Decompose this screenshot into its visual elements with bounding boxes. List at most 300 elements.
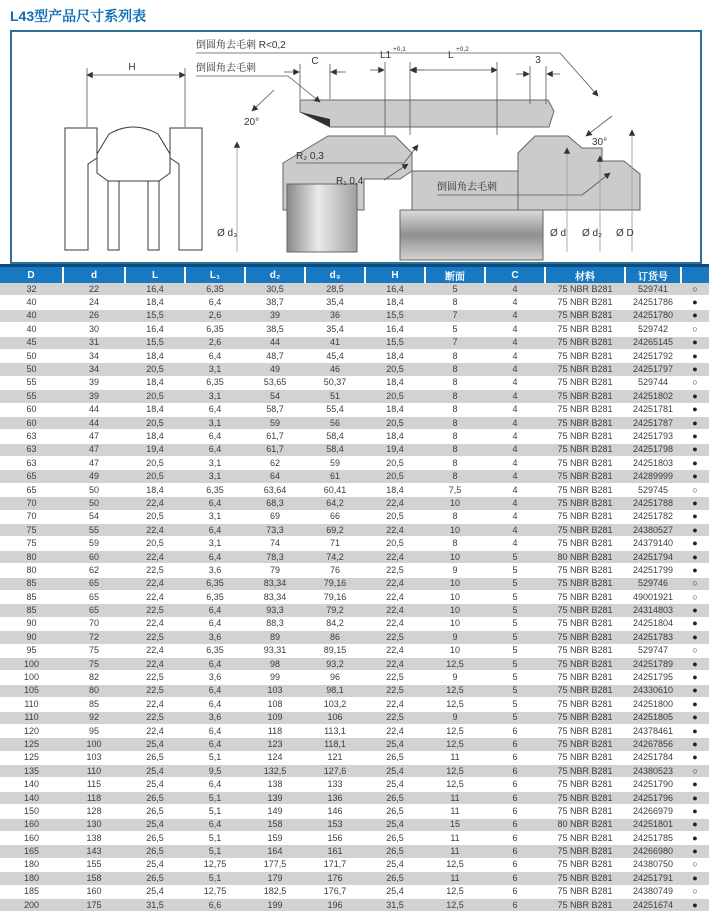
cell-section: 10 bbox=[425, 604, 485, 617]
cell-d3: 50,37 bbox=[305, 376, 365, 389]
cell-L: 22,4 bbox=[125, 497, 185, 510]
cell-H: 22,4 bbox=[365, 604, 425, 617]
header-section: 断面 bbox=[425, 266, 485, 284]
shaft-cylinder bbox=[400, 210, 543, 260]
cell-d2: 53,65 bbox=[245, 376, 305, 389]
cell-material: 75 NBR B281 bbox=[545, 765, 625, 778]
cell-d3: 136 bbox=[305, 791, 365, 804]
cell-C: 5 bbox=[485, 671, 545, 684]
radius-r2-label: R₂ 0,3 bbox=[296, 151, 324, 162]
cell-L1: 2,6 bbox=[185, 309, 245, 322]
cell-H: 20,5 bbox=[365, 416, 425, 429]
cell-material: 75 NBR B281 bbox=[545, 724, 625, 737]
cell-C: 4 bbox=[485, 403, 545, 416]
cell-order-number: 24378461 bbox=[625, 724, 681, 737]
cell-H: 20,5 bbox=[365, 363, 425, 376]
cell-H: 19,4 bbox=[365, 443, 425, 456]
cell-C: 4 bbox=[485, 537, 545, 550]
table-row bbox=[0, 657, 709, 670]
cell-d3: 59 bbox=[305, 457, 365, 470]
cell-C: 6 bbox=[485, 778, 545, 791]
cell-section: 8 bbox=[425, 537, 485, 550]
cell-material: 75 NBR B281 bbox=[545, 564, 625, 577]
table-body bbox=[0, 283, 709, 912]
cell-H: 22,4 bbox=[365, 617, 425, 630]
cell-L1: 6,4 bbox=[185, 684, 245, 697]
cell-d3: 79,16 bbox=[305, 590, 365, 603]
cell-D: 80 bbox=[0, 564, 63, 577]
cell-H: 22,5 bbox=[365, 711, 425, 724]
cell-d2: 83,34 bbox=[245, 590, 305, 603]
cell-material: 75 NBR B281 bbox=[545, 791, 625, 804]
cell-d2: 108 bbox=[245, 698, 305, 711]
cell-L: 26,5 bbox=[125, 845, 185, 858]
cell-C: 4 bbox=[485, 349, 545, 362]
cell-d: 34 bbox=[63, 349, 125, 362]
cell-H: 20,5 bbox=[365, 457, 425, 470]
cell-status: ○ bbox=[681, 483, 709, 496]
cell-H: 25,4 bbox=[365, 885, 425, 898]
cell-L1: 6,4 bbox=[185, 550, 245, 563]
cell-d: 103 bbox=[63, 751, 125, 764]
cell-material: 75 NBR B281 bbox=[545, 698, 625, 711]
cell-order-number: 529742 bbox=[625, 323, 681, 336]
cell-material: 75 NBR B281 bbox=[545, 631, 625, 644]
cell-L1: 6,4 bbox=[185, 430, 245, 443]
cell-d: 70 bbox=[63, 617, 125, 630]
cell-L: 25,4 bbox=[125, 738, 185, 751]
cell-C: 4 bbox=[485, 524, 545, 537]
cell-status: ● bbox=[681, 524, 709, 537]
cell-C: 6 bbox=[485, 751, 545, 764]
cell-d: 82 bbox=[63, 671, 125, 684]
cell-C: 5 bbox=[485, 617, 545, 630]
cell-d2: 63,64 bbox=[245, 483, 305, 496]
cell-section: 8 bbox=[425, 363, 485, 376]
cell-C: 6 bbox=[485, 791, 545, 804]
cell-H: 25,4 bbox=[365, 765, 425, 778]
cell-d2: 124 bbox=[245, 751, 305, 764]
cell-H: 25,4 bbox=[365, 858, 425, 871]
cell-order-number: 24266980 bbox=[625, 845, 681, 858]
cell-C: 5 bbox=[485, 644, 545, 657]
cell-material: 75 NBR B281 bbox=[545, 390, 625, 403]
cell-status: ○ bbox=[681, 765, 709, 778]
cell-material: 80 NBR B281 bbox=[545, 818, 625, 831]
cell-order-number: 24265145 bbox=[625, 336, 681, 349]
cell-d3: 28,5 bbox=[305, 283, 365, 296]
cell-d: 26 bbox=[63, 309, 125, 322]
cell-D: 40 bbox=[0, 309, 63, 322]
cell-d2: 74 bbox=[245, 537, 305, 550]
cell-d2: 89 bbox=[245, 631, 305, 644]
table-row bbox=[0, 349, 709, 362]
cell-material: 75 NBR B281 bbox=[545, 283, 625, 296]
cell-d2: 58,7 bbox=[245, 403, 305, 416]
table-header-row bbox=[0, 266, 709, 284]
cell-C: 4 bbox=[485, 283, 545, 296]
cell-d: 175 bbox=[63, 898, 125, 911]
cell-d3: 127,6 bbox=[305, 765, 365, 778]
cell-order-number: 24380523 bbox=[625, 765, 681, 778]
cell-L1: 5,1 bbox=[185, 872, 245, 885]
cell-C: 4 bbox=[485, 323, 545, 336]
cell-section: 10 bbox=[425, 644, 485, 657]
cell-C: 6 bbox=[485, 805, 545, 818]
cell-order-number: 24251789 bbox=[625, 657, 681, 670]
cell-D: 165 bbox=[0, 845, 63, 858]
cell-d3: 61 bbox=[305, 470, 365, 483]
table-row bbox=[0, 363, 709, 376]
cell-D: 160 bbox=[0, 818, 63, 831]
cell-C: 6 bbox=[485, 724, 545, 737]
seal-cross-section bbox=[65, 127, 202, 250]
cell-H: 26,5 bbox=[365, 791, 425, 804]
cell-section: 8 bbox=[425, 416, 485, 429]
cell-order-number: 24251794 bbox=[625, 550, 681, 563]
cell-D: 95 bbox=[0, 644, 63, 657]
cell-C: 4 bbox=[485, 309, 545, 322]
cell-L: 22,5 bbox=[125, 604, 185, 617]
cell-L1: 6,4 bbox=[185, 657, 245, 670]
cell-status: ○ bbox=[681, 577, 709, 590]
cell-d3: 60,41 bbox=[305, 483, 365, 496]
table-row bbox=[0, 711, 709, 724]
cell-D: 85 bbox=[0, 604, 63, 617]
cell-C: 5 bbox=[485, 631, 545, 644]
cell-L: 26,5 bbox=[125, 791, 185, 804]
cell-D: 45 bbox=[0, 336, 63, 349]
table-row bbox=[0, 430, 709, 443]
cell-material: 75 NBR B281 bbox=[545, 296, 625, 309]
cell-L1: 6,4 bbox=[185, 524, 245, 537]
table-row bbox=[0, 671, 709, 684]
cell-L: 15,5 bbox=[125, 309, 185, 322]
cell-section: 7 bbox=[425, 309, 485, 322]
cell-d2: 109 bbox=[245, 711, 305, 724]
cell-order-number: 24251790 bbox=[625, 778, 681, 791]
cell-C: 4 bbox=[485, 430, 545, 443]
cell-H: 18,4 bbox=[365, 296, 425, 309]
cell-section: 10 bbox=[425, 497, 485, 510]
cell-H: 16,4 bbox=[365, 283, 425, 296]
cell-H: 22,4 bbox=[365, 657, 425, 670]
cell-L1: 6,35 bbox=[185, 283, 245, 296]
cell-d: 31 bbox=[63, 336, 125, 349]
cell-status: ○ bbox=[681, 885, 709, 898]
cell-material: 75 NBR B281 bbox=[545, 309, 625, 322]
cell-L1: 3,1 bbox=[185, 390, 245, 403]
cell-section: 8 bbox=[425, 443, 485, 456]
cell-d3: 118,1 bbox=[305, 738, 365, 751]
cell-D: 120 bbox=[0, 724, 63, 737]
cell-material: 80 NBR B281 bbox=[545, 550, 625, 563]
cell-L1: 3,1 bbox=[185, 457, 245, 470]
cell-status: ○ bbox=[681, 323, 709, 336]
header-d2: d₂ bbox=[245, 266, 305, 284]
cell-D: 200 bbox=[0, 898, 63, 911]
cell-L1: 3,6 bbox=[185, 564, 245, 577]
cell-status: ● bbox=[681, 684, 709, 697]
cell-L1: 5,1 bbox=[185, 805, 245, 818]
cell-D: 63 bbox=[0, 430, 63, 443]
cell-status: ● bbox=[681, 698, 709, 711]
cell-C: 4 bbox=[485, 416, 545, 429]
cell-material: 75 NBR B281 bbox=[545, 470, 625, 483]
cell-status: ● bbox=[681, 631, 709, 644]
table-row bbox=[0, 738, 709, 751]
cell-C: 6 bbox=[485, 818, 545, 831]
table-row bbox=[0, 524, 709, 537]
cell-material: 75 NBR B281 bbox=[545, 778, 625, 791]
cell-L1: 6,4 bbox=[185, 724, 245, 737]
cell-d3: 79,2 bbox=[305, 604, 365, 617]
cell-C: 4 bbox=[485, 443, 545, 456]
cell-C: 6 bbox=[485, 858, 545, 871]
cell-C: 5 bbox=[485, 577, 545, 590]
cell-section: 9 bbox=[425, 671, 485, 684]
cell-L: 18,4 bbox=[125, 349, 185, 362]
cell-section: 11 bbox=[425, 791, 485, 804]
cell-material: 75 NBR B281 bbox=[545, 323, 625, 336]
cell-material: 75 NBR B281 bbox=[545, 885, 625, 898]
cell-d: 128 bbox=[63, 805, 125, 818]
cell-section: 7,5 bbox=[425, 483, 485, 496]
cell-H: 22,4 bbox=[365, 590, 425, 603]
cell-L: 20,5 bbox=[125, 416, 185, 429]
cell-L1: 6,4 bbox=[185, 403, 245, 416]
cell-D: 105 bbox=[0, 684, 63, 697]
cell-d: 47 bbox=[63, 443, 125, 456]
cell-material: 75 NBR B281 bbox=[545, 577, 625, 590]
cell-H: 22,4 bbox=[365, 524, 425, 537]
cell-section: 15 bbox=[425, 818, 485, 831]
cell-status: ● bbox=[681, 537, 709, 550]
cell-d2: 177,5 bbox=[245, 858, 305, 871]
cell-D: 125 bbox=[0, 738, 63, 751]
cell-order-number: 24251791 bbox=[625, 872, 681, 885]
cell-d2: 99 bbox=[245, 671, 305, 684]
cell-d3: 153 bbox=[305, 818, 365, 831]
rod-cylinder bbox=[287, 184, 357, 252]
cell-L1: 6,4 bbox=[185, 617, 245, 630]
angle-30-leader bbox=[586, 116, 612, 136]
cell-order-number: 24251788 bbox=[625, 497, 681, 510]
cell-L: 31,5 bbox=[125, 898, 185, 911]
cell-L1: 6,4 bbox=[185, 778, 245, 791]
cell-D: 55 bbox=[0, 390, 63, 403]
cell-L: 22,4 bbox=[125, 724, 185, 737]
cell-d: 80 bbox=[63, 684, 125, 697]
cell-order-number: 529744 bbox=[625, 376, 681, 389]
cell-L: 20,5 bbox=[125, 363, 185, 376]
cell-status: ● bbox=[681, 805, 709, 818]
cell-material: 75 NBR B281 bbox=[545, 457, 625, 470]
cell-L1: 6,4 bbox=[185, 738, 245, 751]
cell-status: ● bbox=[681, 791, 709, 804]
cell-section: 12,5 bbox=[425, 898, 485, 911]
cell-L: 20,5 bbox=[125, 457, 185, 470]
cell-L: 16,4 bbox=[125, 323, 185, 336]
table-row bbox=[0, 765, 709, 778]
cell-d2: 39 bbox=[245, 309, 305, 322]
cell-L1: 6,35 bbox=[185, 577, 245, 590]
deburr-label-1: 倒圆角去毛刺 R<0,2 bbox=[196, 40, 286, 51]
cell-d2: 159 bbox=[245, 832, 305, 845]
cell-D: 63 bbox=[0, 457, 63, 470]
cell-material: 75 NBR B281 bbox=[545, 684, 625, 697]
cell-L1: 6,35 bbox=[185, 323, 245, 336]
dia-d3-label: Ø d₃ bbox=[217, 228, 238, 239]
cell-section: 8 bbox=[425, 349, 485, 362]
cell-D: 60 bbox=[0, 403, 63, 416]
cell-H: 15,5 bbox=[365, 309, 425, 322]
cell-H: 22,5 bbox=[365, 631, 425, 644]
cell-C: 4 bbox=[485, 376, 545, 389]
cell-D: 40 bbox=[0, 323, 63, 336]
cell-material: 75 NBR B281 bbox=[545, 617, 625, 630]
cell-status: ● bbox=[681, 617, 709, 630]
cell-d: 75 bbox=[63, 644, 125, 657]
cell-material: 75 NBR B281 bbox=[545, 644, 625, 657]
table-row bbox=[0, 443, 709, 456]
cell-d2: 132,5 bbox=[245, 765, 305, 778]
cell-d3: 76 bbox=[305, 564, 365, 577]
cell-C: 4 bbox=[485, 336, 545, 349]
cell-L1: 6,35 bbox=[185, 590, 245, 603]
cell-d3: 71 bbox=[305, 537, 365, 550]
angle-20-label: 20° bbox=[244, 117, 260, 128]
cell-d: 50 bbox=[63, 497, 125, 510]
cell-d: 34 bbox=[63, 363, 125, 376]
cell-H: 22,5 bbox=[365, 564, 425, 577]
cell-status: ● bbox=[681, 845, 709, 858]
cell-d3: 133 bbox=[305, 778, 365, 791]
cell-status: ● bbox=[681, 872, 709, 885]
cell-L1: 3,6 bbox=[185, 631, 245, 644]
cell-H: 22,4 bbox=[365, 577, 425, 590]
angle-30-label: 30° bbox=[592, 137, 608, 148]
cell-section: 11 bbox=[425, 832, 485, 845]
cell-section: 8 bbox=[425, 296, 485, 309]
table-row bbox=[0, 457, 709, 470]
cell-section: 11 bbox=[425, 805, 485, 818]
cell-status: ● bbox=[681, 470, 709, 483]
cell-status: ● bbox=[681, 604, 709, 617]
cell-order-number: 24251796 bbox=[625, 791, 681, 804]
table-row bbox=[0, 577, 709, 590]
cell-d3: 35,4 bbox=[305, 296, 365, 309]
cell-material: 75 NBR B281 bbox=[545, 510, 625, 523]
cell-section: 12,5 bbox=[425, 858, 485, 871]
cell-d2: 93,3 bbox=[245, 604, 305, 617]
cell-d2: 164 bbox=[245, 845, 305, 858]
cell-section: 10 bbox=[425, 577, 485, 590]
cell-d: 24 bbox=[63, 296, 125, 309]
cell-material: 75 NBR B281 bbox=[545, 443, 625, 456]
table-row bbox=[0, 590, 709, 603]
cell-status: ● bbox=[681, 390, 709, 403]
cell-D: 90 bbox=[0, 631, 63, 644]
cell-H: 31,5 bbox=[365, 898, 425, 911]
dimension-table bbox=[0, 264, 709, 912]
cell-L1: 3,6 bbox=[185, 711, 245, 724]
cell-d: 118 bbox=[63, 791, 125, 804]
cell-D: 65 bbox=[0, 470, 63, 483]
table-row bbox=[0, 376, 709, 389]
cell-H: 15,5 bbox=[365, 336, 425, 349]
dim-C bbox=[284, 64, 346, 99]
cell-L: 22,5 bbox=[125, 671, 185, 684]
cell-H: 22,5 bbox=[365, 684, 425, 697]
cell-d3: 55,4 bbox=[305, 403, 365, 416]
cell-H: 18,4 bbox=[365, 403, 425, 416]
cell-status: ● bbox=[681, 443, 709, 456]
cell-L1: 6,4 bbox=[185, 296, 245, 309]
cell-L: 26,5 bbox=[125, 872, 185, 885]
cell-d3: 176,7 bbox=[305, 885, 365, 898]
cell-order-number: 24267856 bbox=[625, 738, 681, 751]
cell-D: 90 bbox=[0, 617, 63, 630]
cell-d2: 123 bbox=[245, 738, 305, 751]
cell-d2: 79 bbox=[245, 564, 305, 577]
cell-C: 4 bbox=[485, 457, 545, 470]
cell-L1: 6,4 bbox=[185, 443, 245, 456]
header-H: H bbox=[365, 266, 425, 284]
cell-L1: 6,35 bbox=[185, 376, 245, 389]
cell-C: 4 bbox=[485, 363, 545, 376]
cell-L1: 3,6 bbox=[185, 671, 245, 684]
cell-d: 62 bbox=[63, 564, 125, 577]
cell-d2: 54 bbox=[245, 390, 305, 403]
cell-L1: 12,75 bbox=[185, 885, 245, 898]
table-row bbox=[0, 510, 709, 523]
table-row bbox=[0, 778, 709, 791]
cell-d: 143 bbox=[63, 845, 125, 858]
cell-d: 47 bbox=[63, 430, 125, 443]
dim-H-label: H bbox=[128, 62, 136, 73]
cell-L: 22,4 bbox=[125, 617, 185, 630]
cell-d2: 38,5 bbox=[245, 323, 305, 336]
cell-d: 59 bbox=[63, 537, 125, 550]
cell-order-number: 24380750 bbox=[625, 858, 681, 871]
cell-C: 5 bbox=[485, 698, 545, 711]
cell-C: 4 bbox=[485, 390, 545, 403]
header-d3: d₃ bbox=[305, 266, 365, 284]
cell-L: 26,5 bbox=[125, 805, 185, 818]
cell-section: 12,5 bbox=[425, 885, 485, 898]
cell-d3: 196 bbox=[305, 898, 365, 911]
cell-C: 5 bbox=[485, 564, 545, 577]
cell-material: 75 NBR B281 bbox=[545, 751, 625, 764]
table-row bbox=[0, 604, 709, 617]
cell-section: 12,5 bbox=[425, 724, 485, 737]
cell-L: 18,4 bbox=[125, 483, 185, 496]
cell-d3: 113,1 bbox=[305, 724, 365, 737]
cell-C: 6 bbox=[485, 845, 545, 858]
cell-material: 75 NBR B281 bbox=[545, 671, 625, 684]
cell-d3: 171,7 bbox=[305, 858, 365, 871]
cell-d: 160 bbox=[63, 885, 125, 898]
cell-d3: 89,15 bbox=[305, 644, 365, 657]
cell-d3: 103,2 bbox=[305, 698, 365, 711]
cell-d3: 45,4 bbox=[305, 349, 365, 362]
cell-d2: 61,7 bbox=[245, 430, 305, 443]
cell-d: 60 bbox=[63, 550, 125, 563]
cell-status: ● bbox=[681, 296, 709, 309]
cell-L: 22,4 bbox=[125, 577, 185, 590]
cell-D: 85 bbox=[0, 577, 63, 590]
